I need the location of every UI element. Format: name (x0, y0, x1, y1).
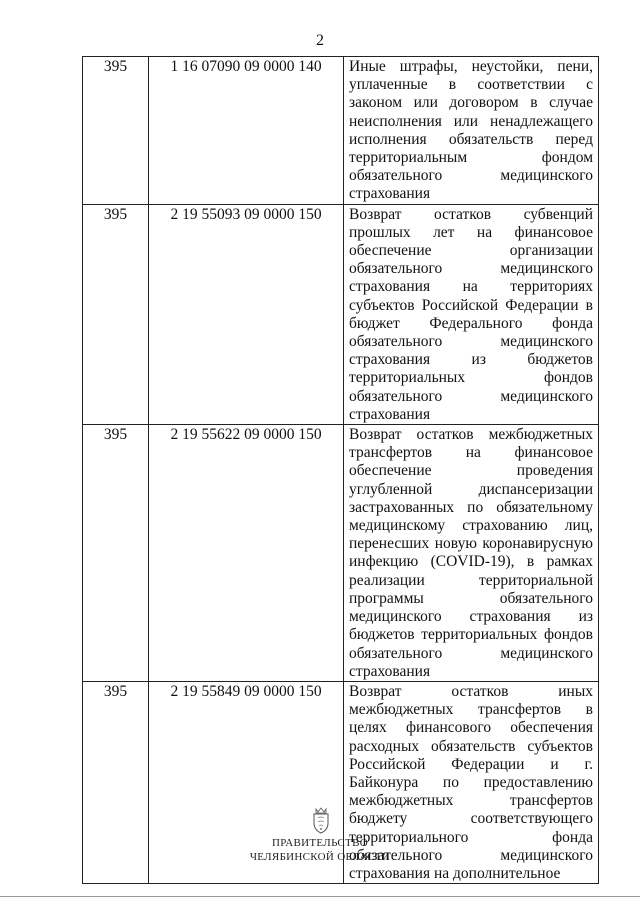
admin-code-cell: 395 (83, 204, 149, 424)
table-row (83, 204, 599, 424)
footer-line-1: ПРАВИТЕЛЬСТВО (272, 837, 368, 849)
description-cell: Возврат остатков межбюджетных трансфертов на финансовое обеспечение проведения углубленной диспансеризации застрахованных по обязательному медицинскому страхованию лиц, перенесших новую коронавирусную инфекцию (COVID-19), в рамках реализации территориальной программы обязательного медицинского страхования из бюджетов территориальных фондов обязательного медицинского страхования (344, 425, 599, 682)
table-row (83, 57, 599, 205)
footer-line-2: ЧЕЛЯБИНСКОЙ ОБЛАСТИ (249, 851, 391, 863)
admin-code-cell: 395 (83, 681, 149, 883)
page-number: 2 (316, 32, 324, 49)
budget-codes-table (82, 56, 599, 884)
table-row (83, 425, 599, 682)
budget-code-cell: 1 16 07090 09 0000 140 (149, 57, 344, 205)
admin-code-cell: 395 (83, 425, 149, 682)
admin-code-cell: 395 (83, 57, 149, 205)
budget-code-cell: 2 19 55093 09 0000 150 (149, 204, 344, 424)
coat-of-arms-icon (310, 806, 332, 834)
budget-code-cell: 2 19 55622 09 0000 150 (149, 425, 344, 682)
page-bottom-rule (0, 896, 640, 897)
description-cell: Возврат остатков субвенций прошлых лет на финансовое обеспечение организации обязательного медицинского страхования на территориях субъектов Российской Федерации в бюджет Федерального фонда обязательного медицинского страхования из бюджетов территориальных фондов обязательного медицинского страхования (344, 204, 599, 424)
budget-code-cell: 2 19 55849 09 0000 150 (149, 681, 344, 883)
footer-stamp (0, 836, 640, 864)
description-cell: Возврат остатков иных межбюджетных трансфертов в целях финансового обеспечения расходных обязательств субъектов Российской Федерации и г. Байконура по предоставлению межбюджетных трансфертов бюджету соответствующего территориального фонда обязательного медицинского страхования на дополнительное (344, 681, 599, 883)
description-cell: Иные штрафы, неустойки, пени, уплаченные в соответствии с законом или договором в случае неисполнения или ненадлежащего исполнения обязательств перед территориальным фондом обязательного медицинского страхования (344, 57, 599, 205)
